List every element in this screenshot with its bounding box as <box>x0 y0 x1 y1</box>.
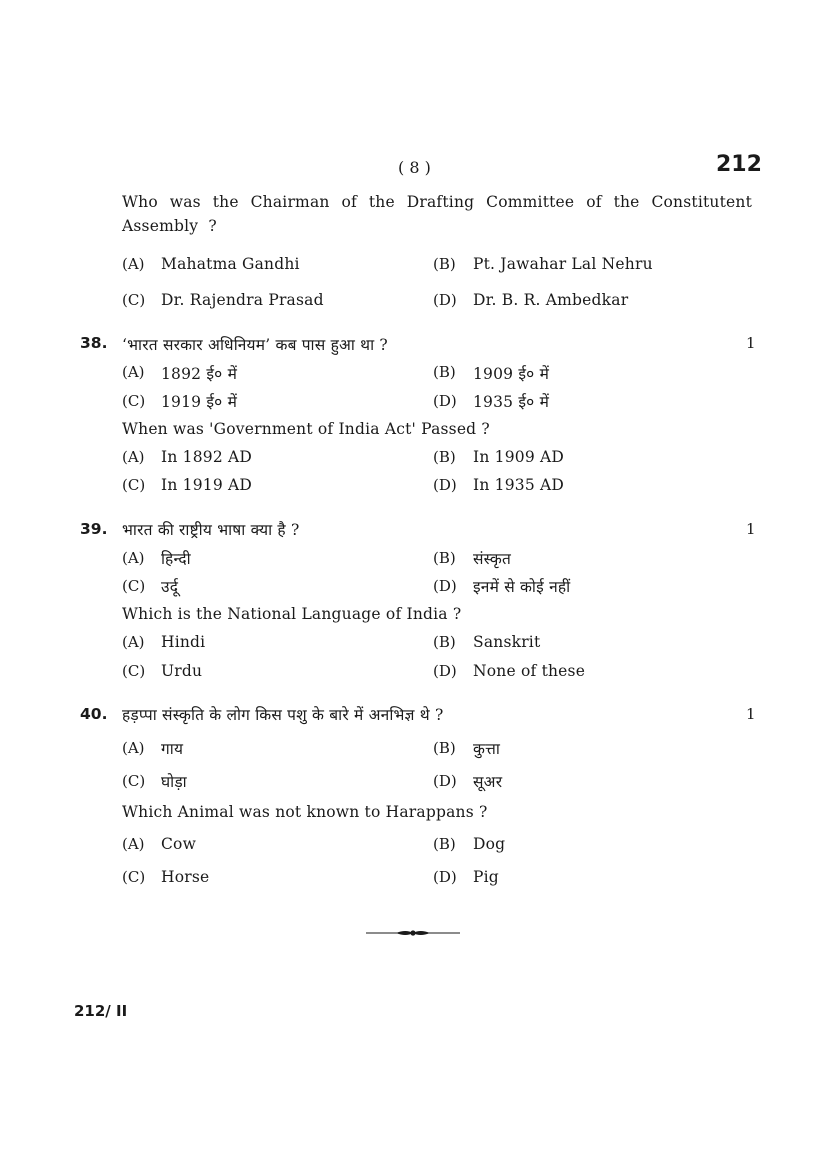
q39-hi-option-c: उर्दू <box>161 578 179 596</box>
q39-en-option-a: Hindi <box>161 633 206 651</box>
q37-en-option-d: Dr. B. R. Ambedkar <box>473 291 629 309</box>
q38-marks: 1 <box>746 334 756 352</box>
q40-hi-option-c: घोड़ा <box>161 773 187 791</box>
q39-en-option-c: Urdu <box>161 662 203 680</box>
q40-marks: 1 <box>746 705 756 723</box>
q40-hi-option-d: सूअर <box>473 773 503 791</box>
q39-hi-option-c-label: (C) <box>122 577 146 595</box>
q37-en-option-c-label: (C) <box>122 291 146 309</box>
q39-hi-option-d: इनमें से कोई नहीं <box>473 578 571 596</box>
q39-en-option-a-label: (A) <box>122 633 145 651</box>
q40-hi-option-d-label: (D) <box>433 772 457 790</box>
q37-en-option-a-label: (A) <box>122 255 145 273</box>
q38-number: 38. <box>80 334 108 352</box>
paper-code: 212 <box>716 152 762 177</box>
q37-en-option-b: Pt. Jawahar Lal Nehru <box>473 255 653 273</box>
q38-en-option-a-label: (A) <box>122 448 145 466</box>
q40-en-option-a-label: (A) <box>122 835 145 853</box>
q39-hi-option-a-label: (A) <box>122 549 145 567</box>
q38-en-option-b-label: (B) <box>433 448 456 466</box>
q39-hi-option-b: संस्कृत <box>473 550 512 568</box>
q38-en-option-b: In 1909 AD <box>473 448 565 466</box>
q40-en-option-a: Cow <box>161 835 197 853</box>
q37-en-option-c: Dr. Rajendra Prasad <box>161 291 324 309</box>
q40-hi-option-b: कुत्ता <box>473 740 501 758</box>
q39-en-option-b: Sanskrit <box>473 633 541 651</box>
q40-hi-option-a-label: (A) <box>122 739 145 757</box>
q38-question-en: When was 'Government of India Act' Passed ? <box>122 420 490 438</box>
q38-en-option-a: In 1892 AD <box>161 448 253 466</box>
q38-hi-option-d-label: (D) <box>433 392 457 410</box>
q38-hi-option-a: 1892 ई० में <box>161 365 238 383</box>
q37-en-option-d-label: (D) <box>433 291 457 309</box>
q38-en-option-c-label: (C) <box>122 476 146 494</box>
q39-question-hi: भारत की राष्ट्रीय भाषा क्या है ? <box>122 521 300 539</box>
q38-hi-option-d: 1935 ई० में <box>473 393 550 411</box>
q40-en-option-d-label: (D) <box>433 868 457 886</box>
q39-number: 39. <box>80 520 108 538</box>
q40-hi-option-b-label: (B) <box>433 739 456 757</box>
q38-question-hi: ‘भारत सरकार अधिनियम’ कब पास हुआ था ? <box>122 336 388 354</box>
q40-hi-option-c-label: (C) <box>122 772 146 790</box>
q38-hi-option-c-label: (C) <box>122 392 146 410</box>
q37-en-option-b-label: (B) <box>433 255 456 273</box>
q40-en-option-b-label: (B) <box>433 835 456 853</box>
q37-en-option-a: Mahatma Gandhi <box>161 255 300 273</box>
q38-hi-option-b-label: (B) <box>433 363 456 381</box>
q38-en-option-c: In 1919 AD <box>161 476 253 494</box>
q40-en-option-d: Pig <box>473 868 499 886</box>
q39-en-option-c-label: (C) <box>122 662 146 680</box>
q39-en-option-d: None of these <box>473 662 586 680</box>
q40-question-en: Which Animal was not known to Harappans ? <box>122 803 488 821</box>
q39-question-en: Which is the National Language of India ? <box>122 605 462 623</box>
q38-hi-option-b: 1909 ई० में <box>473 365 550 383</box>
q37-question-en: Who was the Chairman of the Drafting Committee of the Constitutent Assembly ? <box>122 193 752 235</box>
q38-hi-option-a-label: (A) <box>122 363 145 381</box>
q40-en-option-c-label: (C) <box>122 868 146 886</box>
q39-en-option-b-label: (B) <box>433 633 456 651</box>
q38-en-option-d: In 1935 AD <box>473 476 565 494</box>
q38-en-option-d-label: (D) <box>433 476 457 494</box>
q39-hi-option-b-label: (B) <box>433 549 456 567</box>
q39-marks: 1 <box>746 520 756 538</box>
q40-number: 40. <box>80 705 108 723</box>
footer-paper-code: 212/ II <box>74 1002 128 1020</box>
q39-hi-option-a: हिन्दी <box>161 550 191 568</box>
q40-en-option-c: Horse <box>161 868 210 886</box>
q39-hi-option-d-label: (D) <box>433 577 457 595</box>
q40-en-option-b: Dog <box>473 835 506 853</box>
ornamental-divider <box>366 926 460 940</box>
q38-hi-option-c: 1919 ई० में <box>161 393 238 411</box>
q39-en-option-d-label: (D) <box>433 662 457 680</box>
q40-hi-option-a: गाय <box>161 740 184 758</box>
q40-question-hi: हड़प्पा संस्कृति के लोग किस पशु के बारे में अनभिज्ञ थे ? <box>122 706 444 724</box>
page-number: ( 8 ) <box>398 158 431 177</box>
